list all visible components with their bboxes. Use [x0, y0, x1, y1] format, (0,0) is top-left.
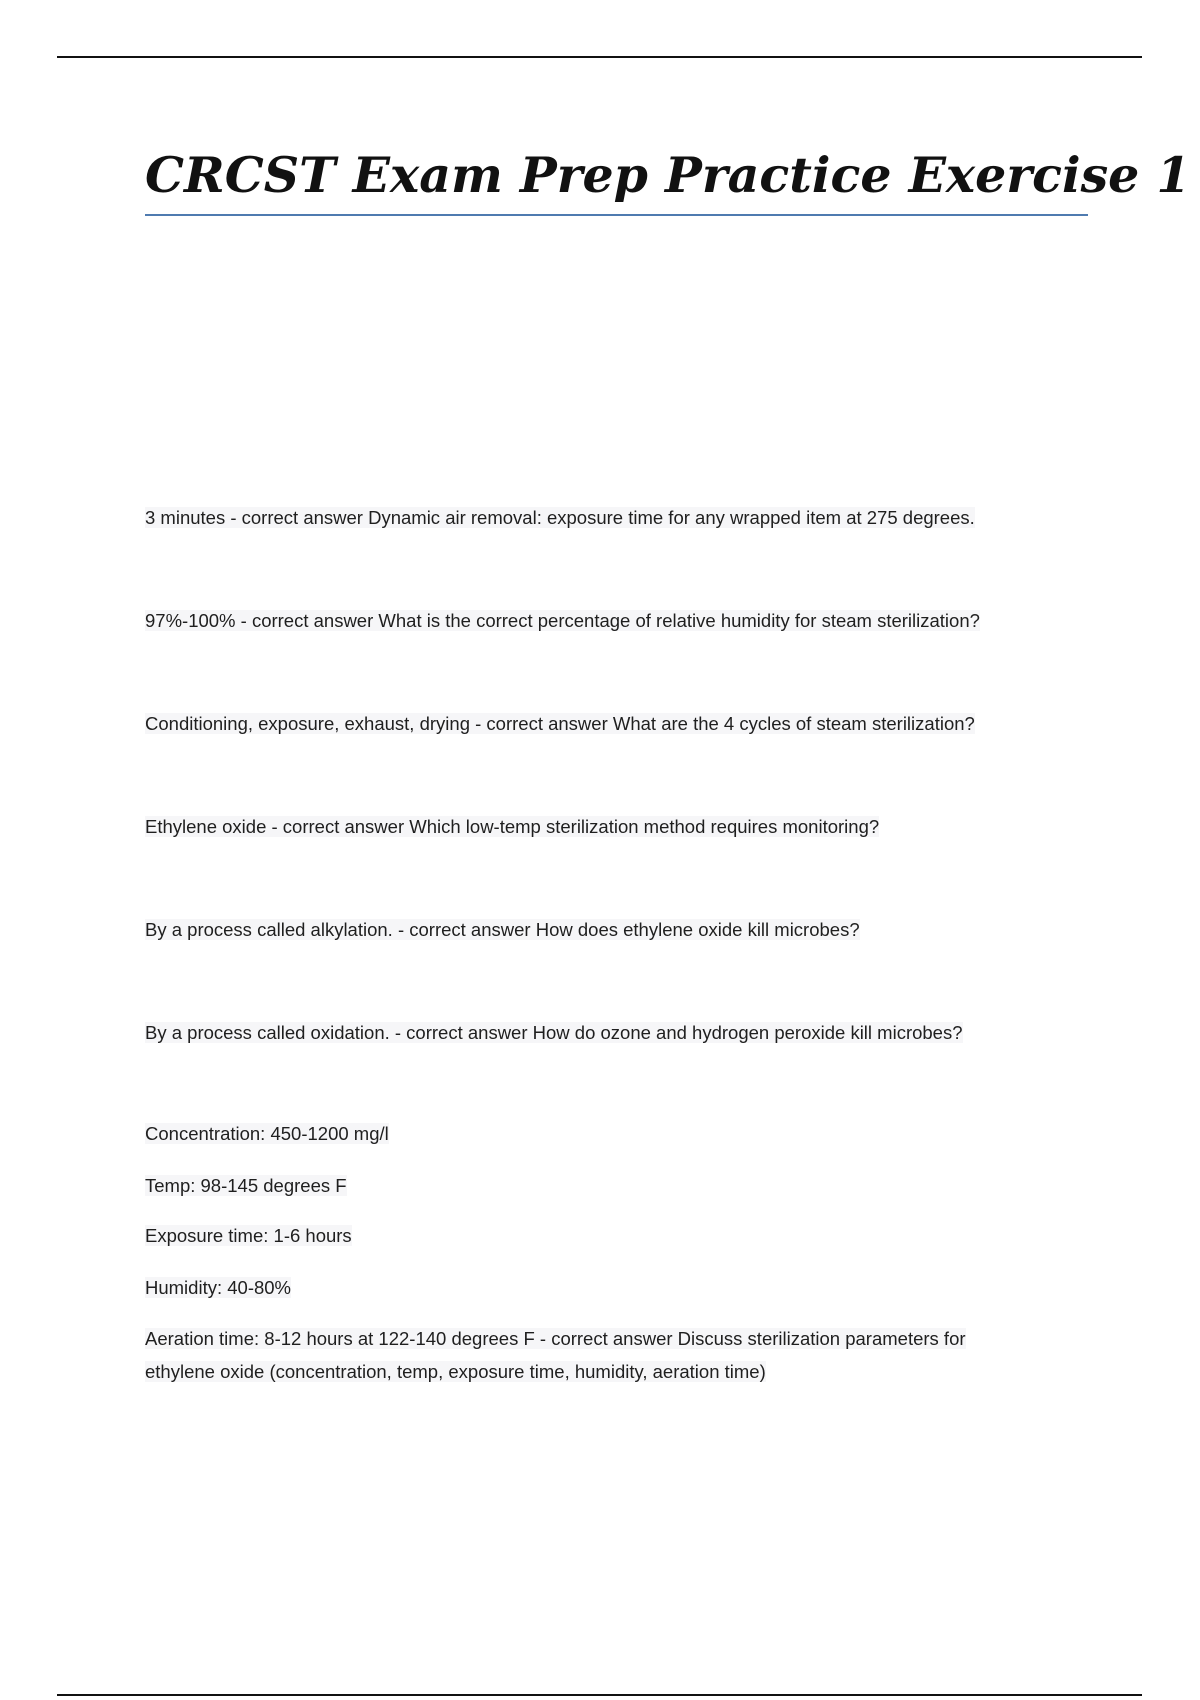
- parameter-humidity: Humidity: 40-80%: [145, 1277, 292, 1298]
- parameter-concentration: Concentration: 450-1200 mg/l: [145, 1123, 389, 1144]
- qa-item-text: By a process called alkylation. - correct answer How does ethylene oxide kill microbes?: [145, 919, 860, 940]
- parameter-temp: Temp: 98-145 degrees F: [145, 1175, 347, 1196]
- qa-item-text: Conditioning, exposure, exhaust, drying - correct answer What are the 4 cycles of steam sterilization?: [145, 713, 975, 734]
- qa-item-2: [145, 608, 980, 634]
- qa-item-4: [145, 814, 879, 840]
- aeration-line-2: ethylene oxide (concentration, temp, exposure time, humidity, aeration time): [145, 1361, 766, 1382]
- qa-item-text: Ethylene oxide - correct answer Which low-temp sterilization method requires monitoring?: [145, 816, 880, 837]
- title-underline: [145, 214, 1088, 216]
- qa-item-text: 97%-100% - correct answer What is the correct percentage of relative humidity for steam sterilization?: [145, 610, 980, 631]
- parameter-exposure-time: Exposure time: 1-6 hours: [145, 1225, 352, 1246]
- document-title: CRCST Exam Prep Practice Exercise 1: [145, 146, 1191, 204]
- qa-item-text: 3 minutes - correct answer Dynamic air removal: exposure time for any wrapped item at 275 degrees.: [145, 507, 975, 528]
- qa-item-text: By a process called oxidation. - correct answer How do ozone and hydrogen peroxide kill microbes?: [145, 1022, 963, 1043]
- footer-rule: [57, 1694, 1142, 1696]
- aeration-line-1: Aeration time: 8-12 hours at 122-140 degrees F - correct answer Discuss sterilization parameters for: [145, 1328, 966, 1349]
- header-rule: [57, 56, 1142, 58]
- qa-item-1: [145, 505, 975, 531]
- qa-item-5: [145, 917, 860, 943]
- qa-item-6: [145, 1020, 963, 1046]
- qa-item-3: [145, 711, 975, 737]
- parameter-aeration-answer: [145, 1322, 1065, 1388]
